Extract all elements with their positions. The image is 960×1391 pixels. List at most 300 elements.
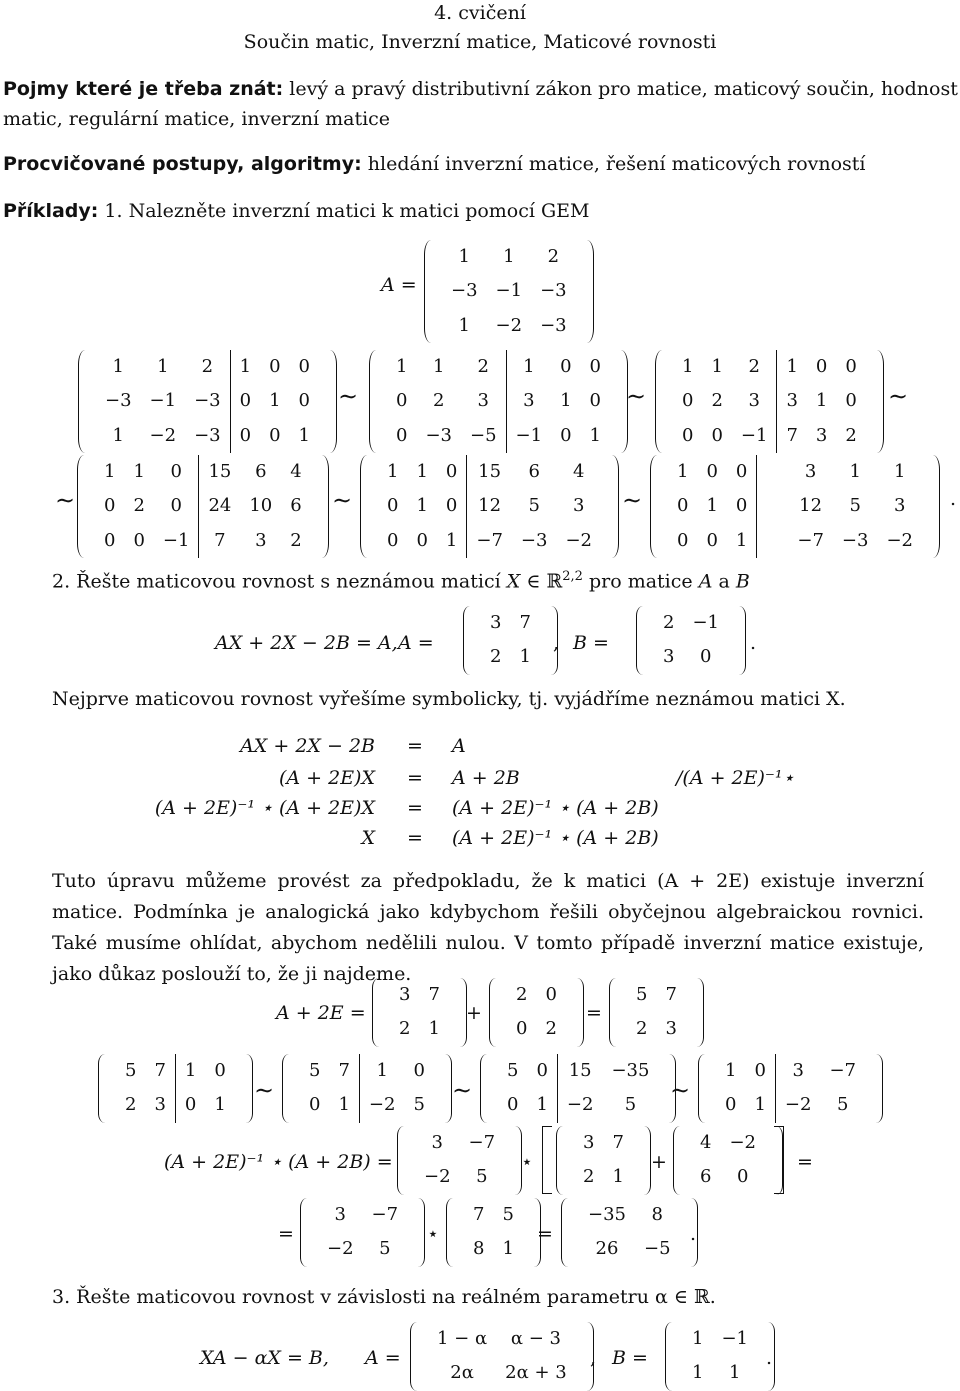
right-paren [637,1126,651,1195]
inv-tilde-1: ∼ [254,1076,275,1104]
matrix-cell: 0 [269,424,281,446]
matrix-cell: −7 [757,524,833,558]
right-paren [438,1054,452,1123]
matrix-row [116,1054,235,1088]
matrix-cell: 1 [433,356,445,377]
matrix-cell: 0 [133,529,145,551]
matrix-cell: 1 [133,461,145,482]
matrix-cell: 1 [445,529,458,551]
ex2-text-b: pro matice [588,570,693,593]
ex2-and: a [718,570,730,593]
ex3-end: . [766,1347,773,1369]
left-paren [480,1054,494,1123]
matrix-row [390,1012,449,1046]
matrix-cell: 0 [711,424,723,446]
sym-note-2: /(A + 2E)⁻¹⋆ [676,767,795,789]
matrix-row [442,274,576,308]
matrix-cell: −3 [451,280,478,302]
right-paren [732,606,746,675]
right-paren [570,978,584,1047]
matrix-cell: −2 [495,314,523,336]
matrix-cell: 1 [214,1094,226,1116]
matrix-cell: 0 [589,356,601,377]
matrix-row [627,1012,686,1046]
matrix-cell: 15 [467,455,512,489]
matrix-cell: 0 [737,1166,749,1188]
matrix-cell: 7 [777,419,807,453]
matrix-cells [378,455,601,558]
matrix-cell: 10 [249,495,273,517]
left-paren [673,1126,687,1195]
ex3-matrix-b [665,1322,775,1391]
matrix-cell: 2 [490,646,502,668]
ex2-dim: 2,2 [562,569,583,584]
matrix-cell: 0 [725,1094,737,1116]
right-paren [926,455,940,558]
left-paren [698,1054,712,1123]
matrix-row [654,606,728,640]
left-paren [561,1198,575,1267]
matrix-row [627,978,686,1012]
matrix-row [387,384,610,418]
matrix-cell: 1 [157,356,169,377]
matrix-cell: 0 [396,424,408,446]
prod-label: (A + 2E)⁻¹ ⋆ (A + 2B) = [164,1151,393,1173]
matrix-cell: 6 [528,461,540,482]
left-paren [397,1126,411,1195]
matrix-cell: −2 [327,1238,354,1260]
matrix-cell: 1 [729,1362,741,1384]
matrix-cell: 5 [636,984,648,1005]
left-paren [282,1054,296,1123]
matrix-cell: 0 [706,461,718,482]
prod-matrix-1 [397,1126,522,1195]
matrix-cell: 0 [682,390,694,412]
matrix-cell: 7 [338,1060,350,1081]
matrix-row [464,1232,523,1266]
matrix-row [390,978,449,1012]
matrix-cell: 2 [201,356,214,377]
matrix-cell: −2 [775,1088,820,1122]
inv-tilde-2: ∼ [452,1076,473,1104]
matrix-cell: 0 [269,356,281,377]
matrix-cell: 8 [651,1204,663,1225]
matrix-cell: 3 [775,1054,820,1088]
right-paren [869,1054,883,1123]
ex2-paragraph: Tuto úpravu můžeme provést za předpokladu, že k matici (A + 2E) existuje inverzní matice. Podmínka je analogická jako kdybychom řešili obyčejnou algebraickou rovnici. Také musíme ohlídat, abychom nedělili nulou. V tomto případě inverzní matice existuje, jako důkaz poslouží to, že ji najdeme. [52,870,924,985]
matrix-cell: 3 [583,1132,595,1153]
matrix-cell: 1 [416,495,428,517]
matrix-cell: −7 [468,1132,496,1153]
right-paren [323,350,337,453]
matrix-cells [498,1054,658,1123]
matrix-row [579,1232,680,1266]
right-paren [870,350,884,453]
gem-step-6 [650,455,940,558]
left-paren [300,1198,314,1267]
matrix-cell: −1 [506,419,551,453]
matrix-cell: 0 [560,424,572,446]
matrix-row [507,978,566,1012]
matrix-cell: 4 [700,1132,712,1153]
matrix-cell: 2 [433,390,445,412]
matrix-cell: 0 [445,495,458,517]
matrix-cell: −7 [829,1060,856,1081]
matrix-cell: −5 [644,1238,671,1260]
sym-rhs-3: (A + 2E)⁻¹ ⋆ (A + 2B) [452,797,659,819]
sum-matrix-3 [609,978,704,1047]
matrix-cell: 3 [431,1132,443,1153]
sym-lhs-3: (A + 2E)⁻¹ ⋆ (A + 2E)X [154,797,375,819]
pojmy-text-1: levý a pravý distributivní zákon pro matice, maticový součin, hodnost [289,78,958,100]
matrix-cells [507,978,566,1047]
matrix-cell: 1 − α [437,1328,488,1349]
ex2-matrix-a [463,606,558,675]
matrix-cell: 1 [230,350,260,384]
matrix-cells [627,978,686,1047]
inv-step-4 [698,1054,883,1123]
matrix-row [300,1088,434,1122]
matrix-cell: 2 [636,1018,648,1040]
matrix-cell: 0 [396,390,408,412]
matrix-cell: 1 [560,390,572,412]
matrix-cells [691,1126,765,1195]
right-paren [315,455,329,558]
right-paren [508,1126,522,1195]
matrix-cell: 2 [477,356,489,377]
ex2-var-b: B [735,570,750,593]
matrix-cell: 2 [845,424,857,446]
matrix-cell: 7 [199,524,240,558]
sym-rhs-4: (A + 2E)⁻¹ ⋆ (A + 2B) [452,827,659,849]
matrix-cell: 0 [298,390,310,412]
matrix-cell: 5 [624,1094,637,1116]
sym-eq-4: = [407,827,423,849]
matrix-cell: 15 [199,455,240,489]
matrix-cell: −2 [565,529,592,551]
res-matrix-3 [561,1198,698,1267]
ex2-a-label: A = [398,632,434,654]
right-paren [411,1198,425,1267]
matrix-cell: 2 [748,356,760,377]
matrix-cell: 1 [175,1054,205,1088]
right-paren [453,978,467,1047]
matrix-cell: 5 [309,1060,321,1081]
matrix-row [464,1198,523,1232]
matrix-row [654,640,728,674]
matrix-cell: −7 [467,524,512,558]
matrix-cell: 8 [473,1238,485,1260]
exercise-1-text: 1. Nalezněte inverzní matici k matici pomocí GEM [104,200,590,222]
postupy-text: hledání inverzní matice, řešení maticových rovností [367,153,866,175]
matrix-row [691,1160,765,1194]
matrix-row [96,419,319,453]
matrix-cell: 0 [170,461,182,482]
matrix-cell: 1 [503,246,515,267]
matrix-cell: 2α [450,1362,474,1384]
priklady-label: Příklady: [3,200,99,222]
ex2-var-a: A [698,570,713,593]
matrix-cell: 2 [516,984,528,1005]
matrix-cell: −35 [611,1060,650,1081]
matrix-row [378,489,601,523]
matrix-cell: 3 [665,1018,677,1040]
ex3-b-label: B = [612,1347,648,1369]
matrix-cell: 3 [255,529,267,551]
matrix-cell: 12 [467,489,512,523]
left-paren [369,350,383,453]
res-matrix-1 [300,1198,425,1267]
matrix-cell: −3 [540,280,567,302]
matrix-cell: 5 [379,1238,391,1260]
matrix-cell: 0 [677,529,689,551]
matrix-cell: 3 [777,384,807,418]
prod-matrix-3 [673,1126,783,1195]
ex2-comma: , [553,632,560,654]
matrix-cells [683,1322,757,1391]
gem-step-4 [77,455,329,558]
matrix-cells [415,1126,504,1195]
matrix-row [574,1126,633,1160]
matrix-cell: 15 [557,1054,602,1088]
right-paren [605,455,619,558]
ex3-matrix-a [410,1322,597,1391]
matrix-cell: 2 [133,495,145,517]
matrix-cell: 1 [387,461,399,482]
left-bracket [542,1126,552,1194]
matrix-cell: −1 [149,390,177,412]
postupy-label: Procvičované postupy, algoritmy: [3,153,362,175]
matrix-cell: 0 [735,461,748,482]
matrix-row [716,1054,865,1088]
matrix-cell: −2 [557,1088,602,1122]
matrix-cell: −2 [886,529,913,551]
sum-label: A + 2E = [276,1002,366,1024]
matrix-cell: 2 [663,612,675,633]
matrix-cell: 3 [477,390,489,412]
matrix-row [673,350,866,384]
matrix-cell: 12 [757,489,833,523]
ex2-text-a: 2. Řešte maticovou rovnost s neznámou maticí [52,570,501,593]
matrix-row [116,1088,235,1122]
matrix-cell: 3 [748,390,760,412]
gem-tilde-5: ∼ [332,486,353,514]
matrix-cell: 6 [700,1166,712,1188]
gem-step-2 [369,350,628,453]
matrix-cell: 1 [706,495,718,517]
matrix-cells [668,455,922,558]
matrix-row [415,1126,504,1160]
left-paren [463,606,477,675]
matrix-cell: −2 [359,1088,404,1122]
matrix-cell: 0 [815,356,828,377]
matrix-cell: α − 3 [510,1328,561,1349]
matrix-cell: −7 [371,1204,399,1225]
ex3-comma: , [590,1347,597,1369]
matrix-cell: 7 [428,984,440,1005]
prod-bracket-close [770,1126,784,1194]
matrix-cell: 2 [399,1018,411,1040]
gem-tilde-1: ∼ [338,382,359,410]
matrix-cell: 5 [507,1060,519,1081]
matrix-cell: 2 [547,246,560,267]
matrix-cells [300,1054,434,1123]
matrix-cell: 0 [298,356,310,377]
matrix-cell: 0 [677,495,689,517]
matrix-cell: 1 [735,529,748,551]
pojmy-line-2: matic, regulární matice, inverzní matice [3,108,391,130]
matrix-cell: 0 [700,646,712,668]
matrix-cell: 1 [112,424,124,446]
matrix-cell: 1 [777,350,807,384]
matrix-cell: −1 [495,280,523,302]
matrix-cell: −2 [149,424,177,446]
matrix-row [507,1012,566,1046]
matrix-cell: −5 [470,424,497,446]
gem-tilde-4: ∼ [55,486,76,514]
matrix-cell: 1 [815,390,828,412]
matrix-row [96,350,319,384]
matrix-cell: 2 [125,1094,137,1116]
matrix-cell: 1 [677,461,689,482]
left-paren [98,1054,112,1123]
matrix-cell: 5 [413,1094,425,1116]
left-paren [78,350,92,453]
matrix-cells [95,455,311,558]
matrix-cell: 0 [735,495,748,517]
matrix-cells [574,1126,633,1195]
matrix-cell: −3 [194,390,221,412]
sym-lhs-2: (A + 2E)X [278,767,375,789]
matrix-row [415,1160,504,1194]
matrix-row [481,606,540,640]
matrix-cells [390,978,449,1047]
right-paren [580,240,594,343]
matrix-cell: 0 [507,1094,519,1116]
matrix-row [428,1322,576,1356]
left-paren [609,978,623,1047]
matrix-cell: 0 [545,984,557,1005]
matrix-row [683,1356,757,1390]
matrix-cells [654,606,728,675]
matrix-cell: −1 [692,612,719,633]
matrix-cell: 1 [894,461,906,482]
matrix-row [96,384,319,418]
matrix-cell: 1 [396,356,408,377]
matrix-cell: 0 [104,529,116,551]
matrix-cells [673,350,866,453]
matrix-row [668,524,922,558]
priklady-line [3,202,590,221]
matrix-row [673,384,866,418]
left-paren [489,978,503,1047]
matrix-cell: 3 [506,384,551,418]
matrix-row [387,350,610,384]
matrix-cells [387,350,610,453]
matrix-cell: 0 [416,529,428,551]
matrix-cell: 0 [230,419,260,453]
res-eq-2: = [537,1223,553,1245]
matrix-cell: 3 [757,455,833,489]
matrix-cell: 0 [845,356,857,377]
matrix-cell: 7 [612,1132,624,1153]
matrix-cell: 1 [428,1018,440,1040]
matrix-cell: 2 [583,1166,595,1188]
matrix-cell: 4 [573,461,585,482]
left-paren [556,1126,570,1195]
matrix-cell: −3 [520,529,548,551]
res-star: ⋆ [427,1223,439,1245]
matrix-cell: 26 [595,1238,619,1260]
sym-eq-3: = [407,797,423,819]
ex1-a-label: A = [381,274,417,296]
matrix-cell: 0 [445,461,458,482]
ex2-var-x: X [506,570,521,593]
matrix-row [95,524,311,558]
matrix-cell: 7 [154,1060,166,1081]
matrix-row [579,1198,680,1232]
sym-rhs-1: A [452,735,466,757]
matrix-cell: 7 [473,1204,485,1225]
ex1-matrix-a [424,240,594,343]
matrix-row [668,489,922,523]
matrix-cell: 5 [837,1094,849,1116]
matrix-cell: 1 [725,1060,737,1081]
matrix-cell: 24 [199,489,240,523]
ex2-equation: AX + 2X − 2B = A, [215,632,398,654]
ex3-a-label: A = [365,1347,401,1369]
sym-eq-2: = [407,767,423,789]
inv-step-2 [282,1054,452,1123]
matrix-cell: 0 [214,1060,226,1081]
matrix-cell: 5 [125,1060,137,1081]
left-paren [446,1198,460,1267]
matrix-cell: −1 [162,529,190,551]
right-bracket [774,1126,784,1194]
matrix-cells [428,1322,576,1391]
matrix-cell: −1 [740,424,768,446]
ex2-b-label: B = [573,632,609,654]
left-paren [360,455,374,558]
ex3-equation: XA − αX = B, [200,1347,329,1369]
matrix-cells [442,240,576,343]
matrix-cell: 1 [506,350,551,384]
matrix-row [498,1054,658,1088]
matrix-row [387,419,610,453]
matrix-cell: 2 [290,529,302,551]
matrix-cell: 3 [490,612,502,633]
page-title: 4. cvičení [434,2,526,24]
matrix-cells [116,1054,235,1123]
inv-step-3 [480,1054,676,1123]
matrix-cell: 3 [573,495,585,517]
left-paren [410,1322,424,1391]
matrix-cell: 0 [170,495,182,517]
matrix-cell: −3 [841,529,869,551]
matrix-cell: 3 [894,495,906,517]
left-paren [424,240,438,343]
matrix-cell: −3 [540,314,567,336]
matrix-row [498,1088,658,1122]
matrix-cell: 3 [815,424,828,446]
matrix-row [716,1088,865,1122]
matrix-row [442,240,576,274]
page-subtitle: Součin matic, Inverzní matice, Maticové rovnosti [243,31,717,53]
gem-step-3 [655,350,884,453]
matrix-cell: 0 [387,495,399,517]
matrix-row [378,524,601,558]
matrix-cells [96,350,319,453]
